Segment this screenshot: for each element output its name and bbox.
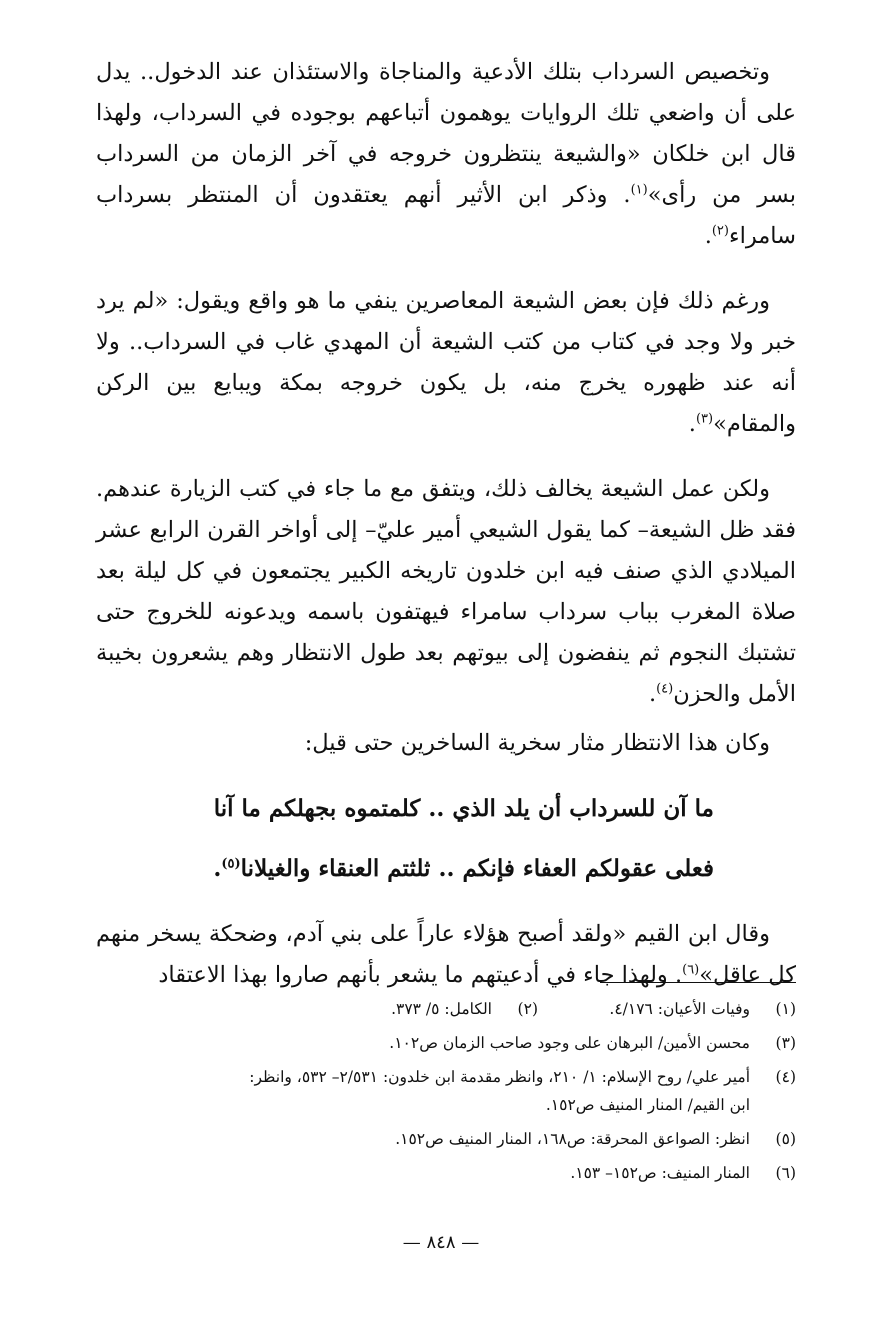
paragraph-5-text: وقال ابن القيم «ولقد أصبح هؤلاء عاراً على بني آدم، وضحكة يسخر منهم كل عاقل» <box>96 921 796 988</box>
main-text <box>96 52 796 996</box>
verse-line-2-text: فعلى عقولكم العفاء فإنكم .. ثلثتم العنقاء والغيلانا <box>240 855 714 882</box>
footnote-ref-5[interactable]: (٥) <box>221 856 241 872</box>
footnote-ref-1[interactable]: (١) <box>630 182 648 198</box>
paragraph-4 <box>96 723 796 764</box>
footnote-divider <box>600 982 796 983</box>
paragraph-4-text: وكان هذا الانتظار مثار سخرية الساخرين حتى قيل: <box>304 730 770 756</box>
footnotes <box>96 992 796 1190</box>
footnote-row-1-2 <box>96 992 796 1026</box>
footnote-3-text: محسن الأمين/ البرهان على وجود صاحب الزمان ص١٠٢. <box>389 1034 750 1052</box>
footnote-ref-3[interactable]: (٣) <box>695 411 714 427</box>
footnote-6 <box>96 1156 796 1190</box>
verse-line-2-tail: . <box>213 855 222 882</box>
footnote-4-number: (٤) <box>775 1068 796 1086</box>
footnote-6-number: (٦) <box>775 1164 796 1182</box>
footnote-ref-2[interactable]: (٢) <box>711 223 729 239</box>
footnote-2-text: الكامل: ٥/ ٣٧٣. <box>391 1000 492 1018</box>
paragraph-3-text: ولكن عمل الشيعة يخالف ذلك، ويتفق مع ما جاء في كتب الزيارة عندهم. فقد ظل الشيعة– كما يقول الشيعي أمير عليّ– إلى أواخر القرن الرابع عشر الميلادي الذي صنف فيه ابن خلدون تاريخه الكبير يجتمعون في كل ليلة بعد صلاة المغرب بباب سرداب سامراء فيهتفون باسمه ويدعونه للخروج حتى تشتبك النجوم ثم ينفضون إلى بيوتهم بعد طول الانتظار وهم يشعرون بخيبة الأمل والحزن <box>96 476 796 707</box>
verse-line-2 <box>96 854 796 884</box>
footnote-1 <box>538 992 796 1026</box>
paragraph-1-tail: . وذكر ابن الأثير أنهم يعتقدون أن المنتظر بسرداب سامراء <box>96 182 796 249</box>
paragraph-5-tail: . ولهذا جاء في أدعيتهم ما يشعر بأنهم صاروا بهذا الاعتقاد <box>158 962 683 988</box>
paragraph-1 <box>96 52 796 257</box>
footnote-6-text: المنار المنيف: ص١٥٢– ١٥٣. <box>570 1164 750 1182</box>
footnote-4-text: أمير علي/ روح الإسلام: ١/ ٢١٠، وانظر مقدمة ابن خلدون: ٢/٥٣١– ٥٣٢، وانظر: <box>249 1068 750 1086</box>
paragraph-1-text: وتخصيص السرداب بتلك الأدعية والمناجاة والاستئذان عند الدخول.. يدل على أن واضعي تلك الروايات يوهمون أتباعهم بوجوده في السرداب، ولهذا قال ابن خلكان «والشيعة ينتظرون خروجه في آخر الزمان من السرداب بسر من رأى» <box>96 59 796 208</box>
verse-line-1: ما آن للسرداب أن يلد الذي .. كلمتموه بجهلكم ما آنا <box>213 795 714 822</box>
paragraph-2-text: ورغم ذلك فإن بعض الشيعة المعاصرين ينفي ما هو واقع ويقول: «لم يرد خبر ولا وجد في كتاب من كتب الشيعة أن المهدي غاب في السرداب.. ولا أنه عند ظهوره يخرج منه، بل يكون خروجه بمكة ويبايع بين الركن والمقام» <box>96 288 796 437</box>
paragraph-2 <box>96 281 796 445</box>
paragraph-2-tail: . <box>688 411 696 437</box>
footnote-2 <box>280 992 538 1026</box>
footnote-ref-6[interactable]: (٦) <box>682 962 700 978</box>
footnote-4-continuation: ابن القيم/ المنار المنيف ص١٥٢. <box>545 1096 750 1114</box>
footnote-3-number: (٣) <box>775 1034 796 1052</box>
paragraph-1-end: . <box>704 223 712 249</box>
footnote-5-text: انظر: الصواعق المحرقة: ص١٦٨، المنار المنيف ص١٥٢. <box>395 1130 750 1148</box>
footnote-5 <box>96 1122 796 1156</box>
footnote-2-number: (٢) <box>517 1000 538 1018</box>
page-number: — ٨٤٨ — <box>402 1232 480 1253</box>
paragraph-3-tail: . <box>648 681 657 707</box>
footnote-5-number: (٥) <box>775 1130 796 1148</box>
paragraph-5 <box>96 914 796 996</box>
footnote-ref-4[interactable]: (٤) <box>656 681 674 697</box>
footnote-3 <box>96 1026 796 1060</box>
footnote-1-text: وفيات الأعيان: ٤/١٧٦. <box>609 1000 750 1018</box>
paragraph-3 <box>96 469 796 715</box>
footnote-1-number: (١) <box>775 1000 796 1018</box>
